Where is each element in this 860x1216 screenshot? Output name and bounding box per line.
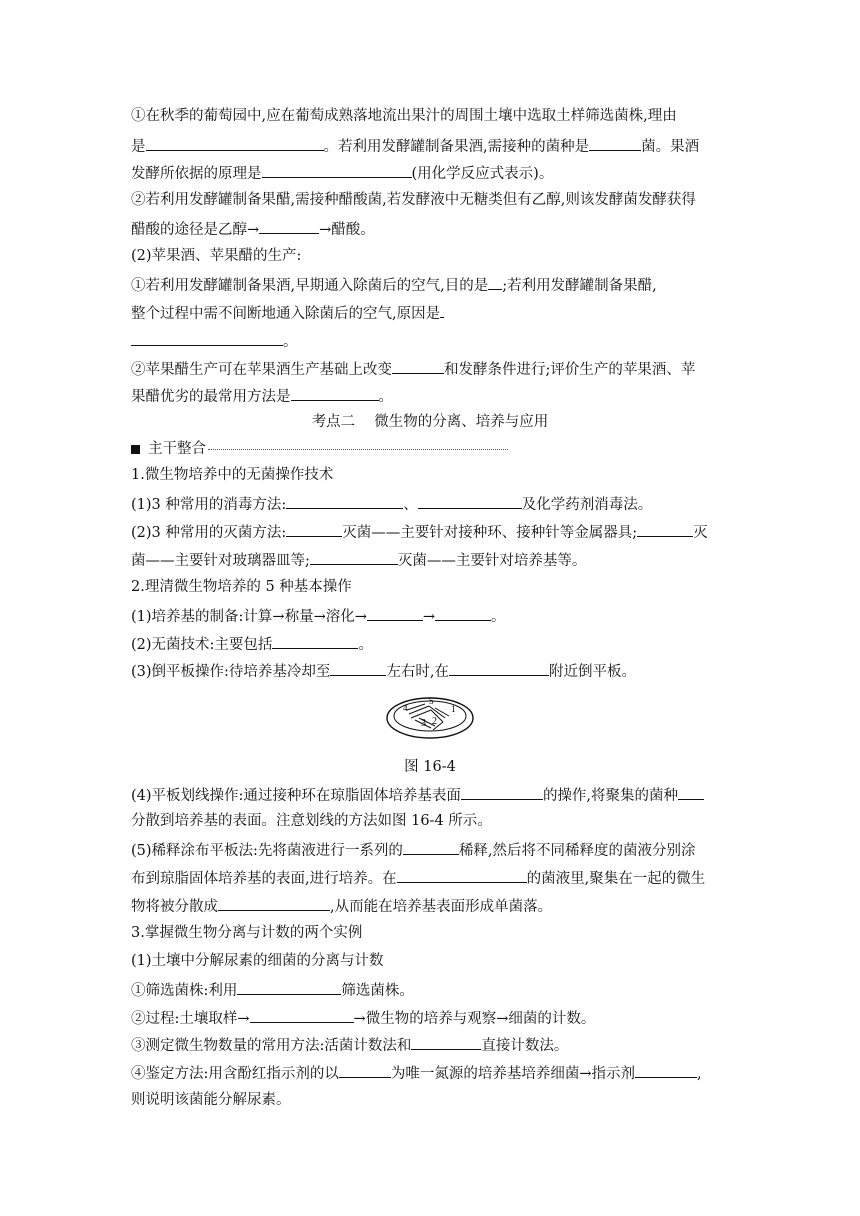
text-line [131, 604, 506, 628]
text: 醋酸的途径是乙醇→ [131, 222, 260, 238]
text: 的菌液里,聚集在一起的微生 [526, 871, 706, 887]
text: 则说明该菌能分解尿素。 [131, 1092, 291, 1108]
text: ②苹果醋生产可在苹果酒生产基础上改变 [131, 362, 392, 378]
answer-blank[interactable] [237, 978, 341, 995]
text: ③测定微生物数量的常用方法:活菌计数法和 [131, 1038, 412, 1054]
text: 的操作,将聚集的菌种 [542, 788, 679, 804]
answer-blank[interactable] [411, 1033, 481, 1050]
text: 1.微生物培养中的无菌操作技术 [131, 467, 334, 483]
text-line [131, 492, 652, 516]
text: 果醋优劣的最常用方法是 [131, 389, 291, 405]
text-line [131, 548, 586, 572]
text: 。 [358, 637, 373, 653]
answer-blank[interactable] [286, 492, 403, 509]
text: 2.理清微生物培养的 5 种基本操作 [131, 579, 352, 595]
text-line [131, 134, 699, 158]
text: 左右时,在 [386, 664, 450, 680]
text-line [131, 783, 704, 807]
text-line [131, 1006, 595, 1030]
text-line [131, 978, 414, 1002]
text-line [131, 576, 352, 598]
text-line [131, 950, 384, 972]
answer-blank[interactable] [418, 492, 522, 509]
answer-blank[interactable] [635, 1061, 697, 1078]
text: 分散到培养基的表面。注意划线的方法如图 16-4 所示。 [131, 813, 492, 829]
text: ,从而能在培养基表面形成单菌落。 [330, 899, 553, 915]
text: 筛选菌株。 [341, 983, 414, 999]
answer-blank[interactable] [330, 659, 386, 676]
square-bullet-icon [131, 445, 140, 454]
text-line [131, 105, 677, 127]
text-line [131, 922, 362, 944]
answer-blank[interactable] [259, 217, 319, 234]
text: (1)培养基的制备:计算→称量→溶化→ [131, 609, 367, 625]
text: 布到琼脂固体培养基的表面,进行培养。在 [131, 871, 397, 887]
text-line [131, 1033, 568, 1057]
text: ;若利用发酵罐制备果醋, [502, 278, 657, 294]
text-line [131, 810, 492, 832]
text-line [131, 189, 696, 211]
answer-blank[interactable] [218, 894, 330, 911]
text-line [131, 217, 375, 241]
section-label [131, 437, 508, 458]
text: ①筛选菌株:利用 [131, 983, 238, 999]
answer-blank[interactable] [367, 604, 423, 621]
text: (5)稀释涂布平板法:先将菌液进行一系列的 [131, 843, 403, 859]
text: ②过程:土壤取样→ [131, 1011, 250, 1027]
text-line [131, 273, 657, 297]
answer-blank[interactable] [589, 134, 641, 151]
text: (用化学反应式表示)。 [411, 166, 554, 182]
text: 发酵所依据的原理是 [131, 166, 262, 182]
streak-lines [407, 704, 431, 718]
section-heading: 考点二 微生物的分离、培养与应用 [311, 414, 549, 430]
answer-blank[interactable] [449, 659, 549, 676]
text: ④鉴定方法:用含酚红指示剂的以 [131, 1066, 339, 1082]
answer-blank[interactable] [403, 838, 459, 855]
text-line [131, 329, 298, 353]
text: 和发酵条件进行;评价生产的苹果酒、苹 [444, 362, 696, 378]
answer-blank[interactable] [397, 866, 527, 883]
text: (3)倒平板操作:待培养基冷却至 [131, 664, 331, 680]
answer-blank[interactable] [250, 1006, 354, 1023]
text: 整个过程中需不间断地通入除菌后的空气,原因是 [131, 306, 441, 322]
dotted-rule [208, 449, 508, 450]
text: 稀释,然后将不同稀释度的菌液分别涂 [458, 843, 696, 859]
answer-blank[interactable] [678, 783, 704, 800]
text-line [131, 301, 444, 325]
text: ①若利用发酵罐制备果酒,早期通入除菌后的空气,目的是 [131, 278, 489, 294]
text-line [131, 464, 333, 486]
text: → [422, 609, 436, 625]
answer-blank[interactable] [272, 632, 358, 649]
streak-plate-figure [385, 692, 475, 742]
text-line [131, 357, 695, 381]
section-label-text: 主干整合 [148, 441, 206, 457]
answer-blank[interactable] [637, 520, 693, 537]
text: →醋酸。 [319, 222, 375, 238]
answer-blank[interactable] [291, 384, 379, 401]
text: 。 [491, 609, 506, 625]
text-line [131, 1061, 702, 1085]
text: 。若利用发酵罐制备果酒,需接种的菌种是 [323, 139, 590, 155]
text-line [131, 838, 696, 862]
text: (2)3 种常用的灭菌方法: [131, 525, 287, 541]
text: 菌。果酒 [641, 139, 700, 155]
answer-blank[interactable] [286, 520, 342, 537]
streak-label: 5 [429, 696, 434, 706]
figure-caption: 图 16-4 [404, 759, 456, 775]
streak-label: 4 [403, 703, 408, 713]
text: 。 [283, 334, 298, 350]
answer-blank[interactable] [339, 1061, 391, 1078]
text: (4)平板划线操作:通过接种环在琼脂固体培养基表面 [131, 788, 461, 804]
text-line [131, 632, 373, 656]
text: 灭菌——主要针对培养基等。 [397, 553, 587, 569]
answer-blank[interactable] [461, 783, 543, 800]
text: (2)无菌技术:主要包括 [131, 637, 273, 653]
text-line [131, 520, 708, 544]
answer-blank[interactable] [392, 357, 444, 374]
text-line [131, 384, 393, 408]
text: ②若利用发酵罐制备果醋,需接种醋酸菌,若发酵液中无糖类但有乙醇,则该发酵菌发酵获得 [131, 192, 696, 208]
text-line [131, 894, 552, 918]
text: 物将被分散成 [131, 899, 218, 915]
text: (1)土壤中分解尿素的细菌的分离与计数 [131, 953, 384, 969]
text: 附近倒平板。 [549, 664, 637, 680]
text-line [131, 245, 301, 267]
text-line [131, 866, 705, 890]
answer-blank[interactable] [488, 273, 502, 290]
text-line [131, 1089, 291, 1111]
answer-blank[interactable] [146, 134, 324, 151]
text: (2)苹果酒、苹果醋的生产: [131, 248, 302, 264]
text: 。 [378, 389, 393, 405]
text: 菌——主要针对玻璃器皿等; [131, 553, 310, 569]
text: ①在秋季的葡萄园中,应在葡萄成熟落地流出果汁的周围土壤中选取土样筛选菌株,理由 [131, 108, 677, 124]
answer-blank[interactable] [131, 329, 283, 346]
text: , [697, 1066, 702, 1082]
text: 为唯一氮源的培养基培养细菌→指示剂 [390, 1066, 636, 1082]
text: 是 [131, 139, 146, 155]
streak-label: 1 [451, 704, 456, 714]
text: 灭菌——主要针对接种环、接种针等金属器具; [342, 525, 638, 541]
text: (1)3 种常用的消毒方法: [131, 497, 287, 513]
answer-blank[interactable] [435, 604, 491, 621]
streak-label: 3 [421, 718, 426, 729]
text: 灭 [693, 525, 708, 541]
answer-blank[interactable] [262, 161, 412, 178]
text-line [131, 659, 636, 683]
answer-blank[interactable] [310, 548, 398, 565]
text: 3.掌握微生物分离与计数的两个实例 [131, 925, 363, 941]
text: →微生物的培养与观察→细菌的计数。 [353, 1011, 596, 1027]
streak-label: 2 [432, 716, 437, 727]
streak-lines [415, 718, 443, 730]
text: 直接计数法。 [481, 1038, 569, 1054]
text: 、 [403, 497, 418, 513]
text-line [131, 161, 553, 185]
text: 及化学药剂消毒法。 [521, 497, 653, 513]
answer-blank[interactable] [440, 301, 444, 318]
